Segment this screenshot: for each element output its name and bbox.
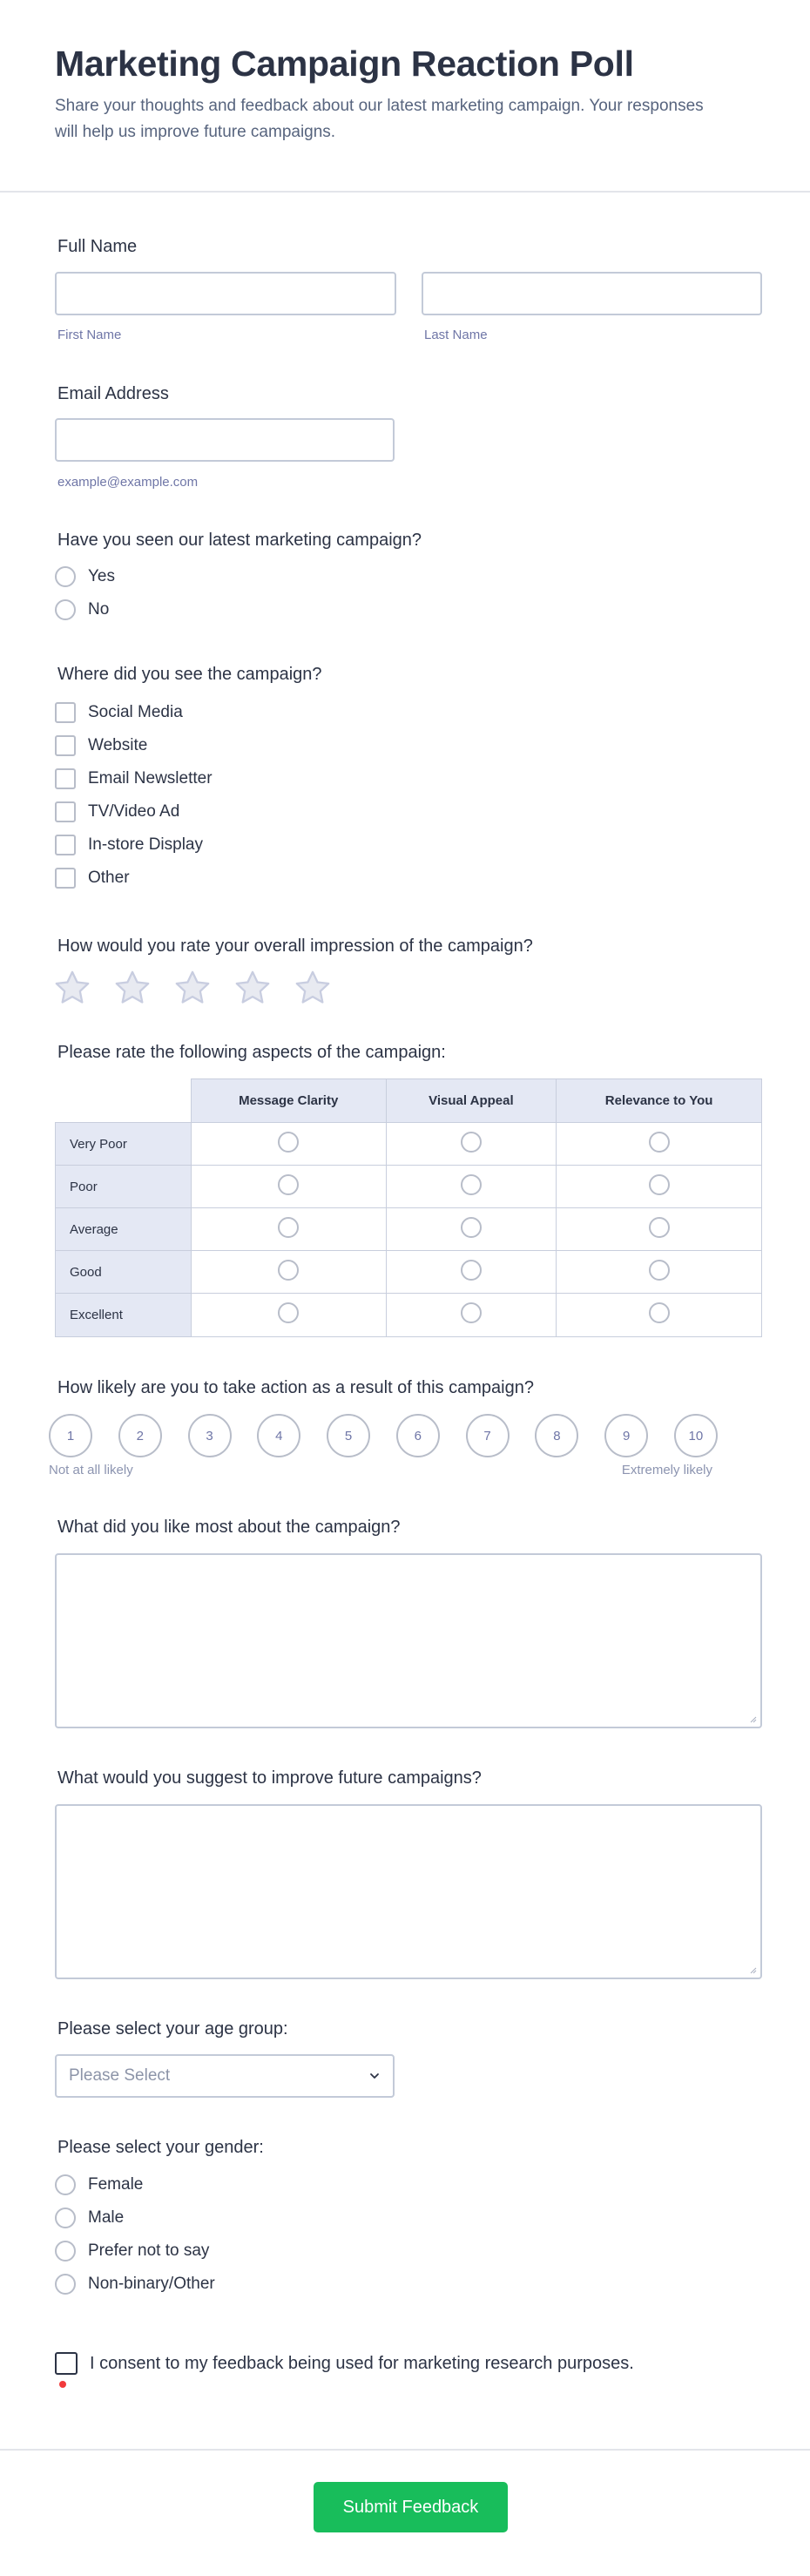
first-name-sublabel: First Name xyxy=(57,328,122,342)
scale-option[interactable]: 1 xyxy=(49,1414,92,1457)
option-label: TV/Video Ad xyxy=(88,802,180,821)
gender-option-female[interactable] xyxy=(55,2173,215,2197)
select-placeholder: Please Select xyxy=(69,2066,171,2085)
improve-label: What would you suggest to improve future campaigns? xyxy=(57,1768,482,1788)
seen-campaign-options xyxy=(55,565,115,622)
matrix-row xyxy=(56,1166,762,1208)
email-label: Email Address xyxy=(57,384,169,403)
matrix-cell[interactable] xyxy=(557,1123,762,1166)
where-option-tv-video-ad[interactable] xyxy=(55,800,213,824)
matrix-radio[interactable] xyxy=(278,1217,299,1238)
matrix-cell[interactable] xyxy=(557,1208,762,1251)
star-icon[interactable] xyxy=(112,968,152,1008)
radio-circle[interactable] xyxy=(55,2208,76,2228)
liked-most-label: What did you like most about the campaign? xyxy=(57,1518,401,1537)
matrix-radio[interactable] xyxy=(461,1302,482,1323)
radio-circle[interactable] xyxy=(55,2241,76,2262)
checkbox[interactable] xyxy=(55,768,76,789)
age-group-label: Please select your age group: xyxy=(57,2019,288,2038)
submit-button[interactable]: Submit Feedback xyxy=(314,2482,508,2532)
first-name-input[interactable] xyxy=(55,272,396,315)
aspects-matrix xyxy=(55,1078,762,1337)
matrix-row xyxy=(56,1294,762,1337)
matrix-cell[interactable] xyxy=(191,1251,386,1294)
star-rating xyxy=(52,968,333,1008)
matrix-row-label: Average xyxy=(56,1208,192,1251)
checkbox[interactable] xyxy=(55,735,76,756)
option-label: Female xyxy=(88,2175,144,2194)
matrix-cell[interactable] xyxy=(386,1294,557,1337)
option-label: Male xyxy=(88,2208,125,2227)
checkbox[interactable] xyxy=(55,801,76,822)
option-label: Yes xyxy=(88,567,115,585)
improve-textarea[interactable] xyxy=(55,1804,762,1979)
matrix-radio[interactable] xyxy=(461,1217,482,1238)
matrix-radio[interactable] xyxy=(461,1132,482,1153)
age-group-select[interactable] xyxy=(55,2054,395,2098)
last-name-input[interactable] xyxy=(422,272,762,315)
matrix-cell[interactable] xyxy=(191,1123,386,1166)
consent-option[interactable] xyxy=(55,2352,634,2375)
radio-circle[interactable] xyxy=(55,566,76,587)
chevron-down-icon xyxy=(368,2070,381,2082)
matrix-cell[interactable] xyxy=(557,1294,762,1337)
where-option-website[interactable] xyxy=(55,734,213,758)
gender-label: Please select your gender: xyxy=(57,2138,264,2157)
option-label: No xyxy=(88,600,110,619)
matrix-cell[interactable] xyxy=(557,1251,762,1294)
matrix-radio[interactable] xyxy=(649,1217,670,1238)
matrix-cell[interactable] xyxy=(386,1251,557,1294)
scale-option[interactable]: 6 xyxy=(396,1414,440,1457)
scale-option[interactable]: 8 xyxy=(535,1414,578,1457)
option-label: Website xyxy=(88,736,148,754)
matrix-row xyxy=(56,1208,762,1251)
star-icon[interactable] xyxy=(172,968,213,1008)
matrix-cell[interactable] xyxy=(386,1208,557,1251)
footer-divider xyxy=(0,2449,810,2451)
likelihood-label: How likely are you to take action as a result of this campaign? xyxy=(57,1378,534,1397)
matrix-column-header: Relevance to You xyxy=(557,1079,762,1123)
checkbox[interactable] xyxy=(55,702,76,723)
aspects-label: Please rate the following aspects of the campaign: xyxy=(57,1043,446,1062)
matrix-radio[interactable] xyxy=(649,1260,670,1281)
checkbox[interactable] xyxy=(55,835,76,855)
likelihood-scale xyxy=(49,1414,718,1457)
full-name-label: Full Name xyxy=(57,237,138,256)
radio-circle[interactable] xyxy=(55,599,76,620)
scale-min-label: Not at all likely xyxy=(49,1463,133,1477)
last-name-sublabel: Last Name xyxy=(424,328,488,342)
option-label: Prefer not to say xyxy=(88,2241,210,2260)
matrix-cell[interactable] xyxy=(557,1166,762,1208)
seen-option-no[interactable] xyxy=(55,598,115,622)
resize-handle-icon[interactable] xyxy=(748,1714,757,1723)
radio-circle[interactable] xyxy=(55,2274,76,2295)
gender-options xyxy=(55,2173,215,2296)
matrix-radio[interactable] xyxy=(278,1174,299,1195)
matrix-radio[interactable] xyxy=(649,1132,670,1153)
scale-option[interactable]: 5 xyxy=(327,1414,370,1457)
where-option-other[interactable] xyxy=(55,866,213,890)
header-divider xyxy=(0,191,810,193)
scale-option[interactable]: 4 xyxy=(257,1414,300,1457)
seen-option-yes[interactable] xyxy=(55,565,115,589)
where-option-email-newsletter[interactable] xyxy=(55,767,213,791)
matrix-cell[interactable] xyxy=(191,1208,386,1251)
scale-option[interactable]: 2 xyxy=(118,1414,162,1457)
email-sublabel: example@example.com xyxy=(57,475,199,490)
matrix-corner xyxy=(56,1079,192,1123)
option-label: Social Media xyxy=(88,703,183,721)
matrix-cell[interactable] xyxy=(386,1123,557,1166)
matrix-row-label: Poor xyxy=(56,1166,192,1208)
matrix-cell[interactable] xyxy=(386,1166,557,1208)
matrix-row xyxy=(56,1251,762,1294)
matrix-row-label: Very Poor xyxy=(56,1123,192,1166)
matrix-radio[interactable] xyxy=(649,1302,670,1323)
option-label: Non-binary/Other xyxy=(88,2275,215,2293)
scale-option[interactable]: 7 xyxy=(466,1414,510,1457)
matrix-column-header: Visual Appeal xyxy=(386,1079,557,1123)
email-input[interactable] xyxy=(55,418,395,462)
where-seen-label: Where did you see the campaign? xyxy=(57,665,322,684)
matrix-radio[interactable] xyxy=(461,1174,482,1195)
option-label: Other xyxy=(88,869,130,887)
matrix-row xyxy=(56,1123,762,1166)
checkbox[interactable] xyxy=(55,868,76,889)
seen-campaign-label: Have you seen our latest marketing campaign? xyxy=(57,531,422,550)
where-option-in-store-display[interactable] xyxy=(55,833,213,857)
form-subtitle: Share your thoughts and feedback about our latest marketing campaign. Your responses will help us improve future campaigns. xyxy=(55,97,704,141)
where-seen-options xyxy=(55,700,213,890)
matrix-radio[interactable] xyxy=(461,1260,482,1281)
gender-option-male[interactable] xyxy=(55,2206,215,2230)
liked-most-textarea[interactable] xyxy=(55,1553,762,1728)
star-icon[interactable] xyxy=(233,968,273,1008)
where-option-social-media[interactable] xyxy=(55,700,213,725)
star-icon[interactable] xyxy=(293,968,333,1008)
radio-circle[interactable] xyxy=(55,2174,76,2195)
matrix-cell[interactable] xyxy=(191,1166,386,1208)
consent-checkbox[interactable] xyxy=(55,2352,78,2375)
option-label: Email Newsletter xyxy=(88,769,213,788)
overall-rating-label: How would you rate your overall impression of the campaign? xyxy=(57,936,533,956)
matrix-column-header: Message Clarity xyxy=(191,1079,386,1123)
matrix-row-label: Good xyxy=(56,1251,192,1294)
option-label: In-store Display xyxy=(88,835,203,854)
matrix-radio[interactable] xyxy=(278,1260,299,1281)
gender-option-prefer-not[interactable] xyxy=(55,2239,215,2263)
required-indicator xyxy=(59,2381,66,2388)
consent-label: I consent to my feedback being used for marketing research purposes. xyxy=(90,2353,634,2373)
gender-option-nonbinary[interactable] xyxy=(55,2272,215,2296)
form-title: Marketing Campaign Reaction Poll xyxy=(55,44,634,84)
scale-option[interactable]: 10 xyxy=(674,1414,718,1457)
matrix-cell[interactable] xyxy=(191,1294,386,1337)
scale-option[interactable]: 3 xyxy=(188,1414,232,1457)
scale-option[interactable]: 9 xyxy=(604,1414,648,1457)
scale-max-label: Extremely likely xyxy=(621,1463,712,1477)
resize-handle-icon[interactable] xyxy=(748,1965,757,1974)
star-icon[interactable] xyxy=(52,968,92,1008)
matrix-radio[interactable] xyxy=(278,1302,299,1323)
matrix-radio[interactable] xyxy=(649,1174,670,1195)
matrix-radio[interactable] xyxy=(278,1132,299,1153)
matrix-row-label: Excellent xyxy=(56,1294,192,1337)
